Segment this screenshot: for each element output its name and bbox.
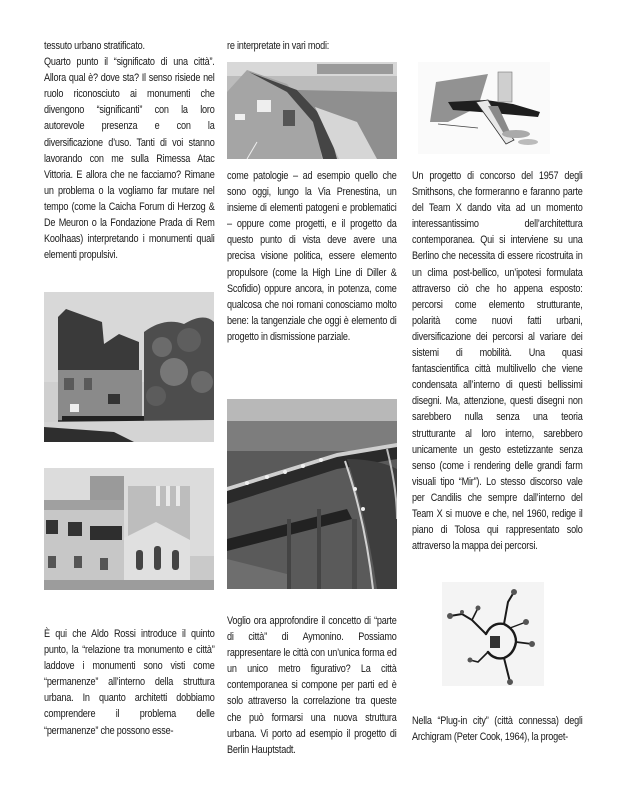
column-3-text-top [412, 168, 583, 554]
fondazione-prada-photo [44, 468, 214, 590]
paragraph: tessuto urbano stratificato. [44, 40, 145, 52]
paragraph: Quarto punto il “significato di una città”. Allora qual è? dove sta? Il senso risiede nel ruolo riconosciuto ai monumenti che divengono “significanti” con la loro autorevole presenza e con la diversificazione d’uso. Tanti di voi stanno lavorando con me sulla Rimessa Atac Vittoria. E allora che ne facciamo? Rimane un problema o la vogliamo far mutare nel tempo (come la Caicha Forum di Herzog & De Meuron o la Fondazione Prada di Rem Koolhaas) interpretando i monumenti quali elementi propulsivi. [44, 56, 215, 262]
paragraph: È qui che Aldo Rossi introduce il quinto punto, la “relazione tra monumento e città” laddove i monumenti sono visti come “permanenze” all’interno della struttura urbana. In quanto architetti dobbiamo comprendere il problema delle “permanenze” che possono esse- [44, 628, 215, 737]
tangenziale-photo [227, 399, 397, 589]
column-1-text-bottom [44, 626, 215, 739]
column-3-text-bottom [412, 713, 583, 745]
tolosa-map [442, 582, 544, 686]
paragraph: come patologie – ad esempio quello che sono oggi, lungo la Via Prenestina, un insieme di elementi patogeni e problematici – oppure come progetti, e il progetto da questo punto di vista deve avere una precisa visione politica, essere elemento propulsore (come la High Line di Diller & Scofidio) oppure ancora, in potenza, come qualcosa che noi romani conosciamo molto bene: la tangenziale che oggi è elemento di progetto in dismissione parziale. [227, 170, 397, 343]
column-2-text-middle [227, 168, 397, 345]
paragraph: Nella “Plug-in city” (città connessa) degli Archigram (Peter Cook, 1964), la proget- [412, 715, 583, 744]
smithsons-sketch [418, 62, 550, 154]
column-2-text-top [227, 38, 397, 54]
paragraph: Un progetto di concorso del 1957 degli Smithsons, che formeranno e faranno parte del Team X dando vita ad un momento interessantissimo dell’architettura contemporanea. Qui si interviene su una Berlino che necessita di essere ricostruita in un clima post-bellico, un’ipotesi formulata attraverso ciò che ho appena esposto: percorsi come elemento strutturante, polarità come nuovi fatti urbani, diversificazione dei percorsi al variare dei sistemi di mobilità. Una quasi fantascientifica città multilivello che viene condensata all’interno di questi bellissimi disegni. Ma, attenzione, questi disegni non sarebbero nulla senza una teoria strutturante al loro interno, sarebbero unicamente un gesto estetizzante senza senso (come i rendering delle grandi farm visuali tipo “Mir”). Lo stesso discorso vale per Candilis che sempre dall’interno del Team X si muove e che, nel 1960, redige il piano di Tolosa qui rappresentato solo attraverso la mappa dei percorsi. [412, 170, 583, 553]
high-line-photo [227, 62, 397, 159]
column-2-text-bottom [227, 613, 397, 758]
paragraph: Voglio ora approfondire il concetto di “parte di città” di Aymonino. Possiamo rappresentare le città con un’unica forma ed un unico metro figurativo? La città contemporanea si compone per parti ed è solo attraverso la correlazione tra queste che può formarsi una nuova struttura urbana. Vi porto ad esempio il progetto di Berlin Hauptstadt. [227, 615, 397, 756]
column-1-text-top [44, 38, 215, 263]
caixa-forum-photo [44, 292, 214, 442]
paragraph: re interpretate in vari modi: [227, 40, 330, 52]
